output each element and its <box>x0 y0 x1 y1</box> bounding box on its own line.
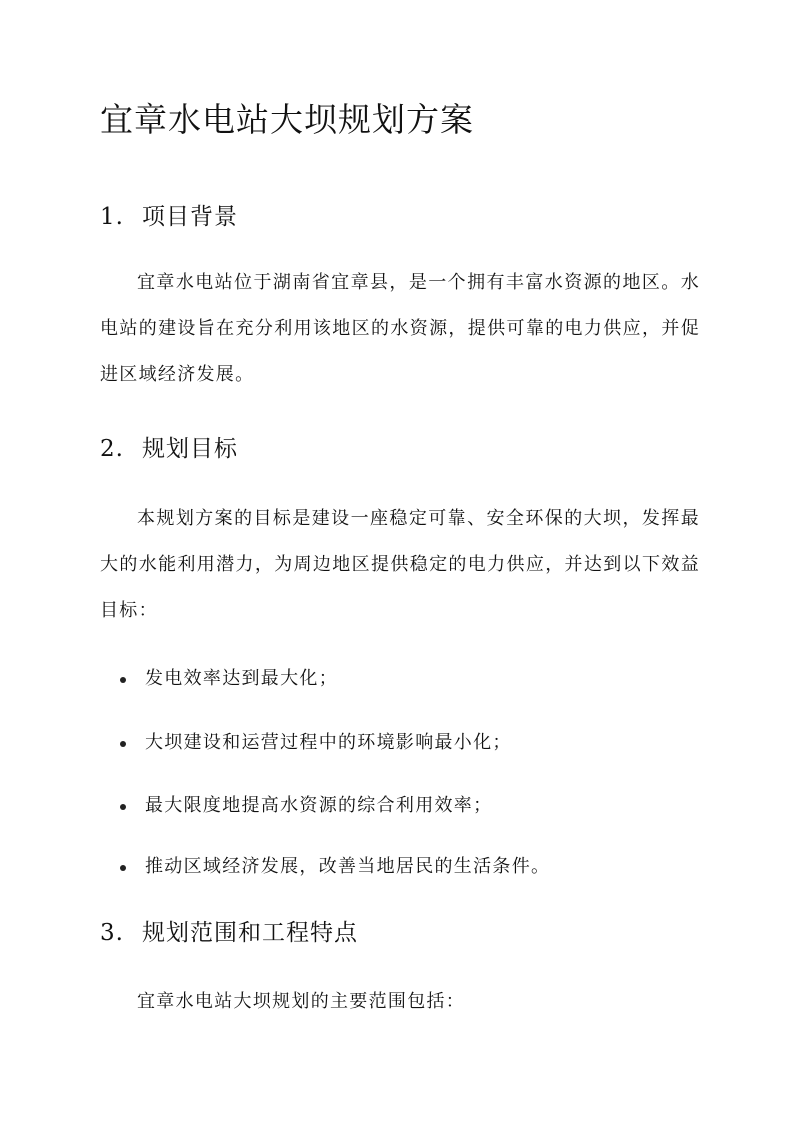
document-title: 宜章水电站大坝规划方案 <box>100 100 474 139</box>
list-item-text: 大坝建设和运营过程中的环境影响最小化； <box>145 732 512 753</box>
bullet-icon <box>120 804 126 810</box>
section-number: 1. <box>100 204 124 230</box>
section-title: 规划目标 <box>142 436 238 462</box>
section-paragraph-background: 宜章水电站位于湖南省宜章县，是一个拥有丰富水资源的地区。水电站的建设旨在充分利用该地区的水资源，提供可靠的电力供应，并促进区域经济发展。 <box>100 272 700 385</box>
list-item-text: 最大限度地提高水资源的综合利用效率； <box>145 795 493 816</box>
section-paragraph-goals: 本规划方案的目标是建设一座稳定可靠、安全环保的大坝，发挥最大的水能利用潜力，为周边地区提供稳定的电力供应，并达到以下效益目标： <box>100 508 700 621</box>
bullet-icon <box>120 677 126 683</box>
section-number: 2. <box>100 436 124 462</box>
section-title: 项目背景 <box>142 204 238 230</box>
bullet-icon <box>120 741 126 747</box>
section-number: 3. <box>100 920 124 946</box>
list-item-text: 发电效率达到最大化； <box>145 668 338 689</box>
list-item-text: 推动区域经济发展，改善当地居民的生活条件。 <box>145 856 551 877</box>
bullet-icon <box>120 865 126 871</box>
section-heading-goals <box>100 430 238 463</box>
section-heading-background <box>100 198 238 231</box>
section-title: 规划范围和工程特点 <box>142 920 358 946</box>
section-heading-scope <box>100 914 358 947</box>
section-paragraph-scope: 宜章水电站大坝规划的主要范围包括： <box>137 991 466 1012</box>
